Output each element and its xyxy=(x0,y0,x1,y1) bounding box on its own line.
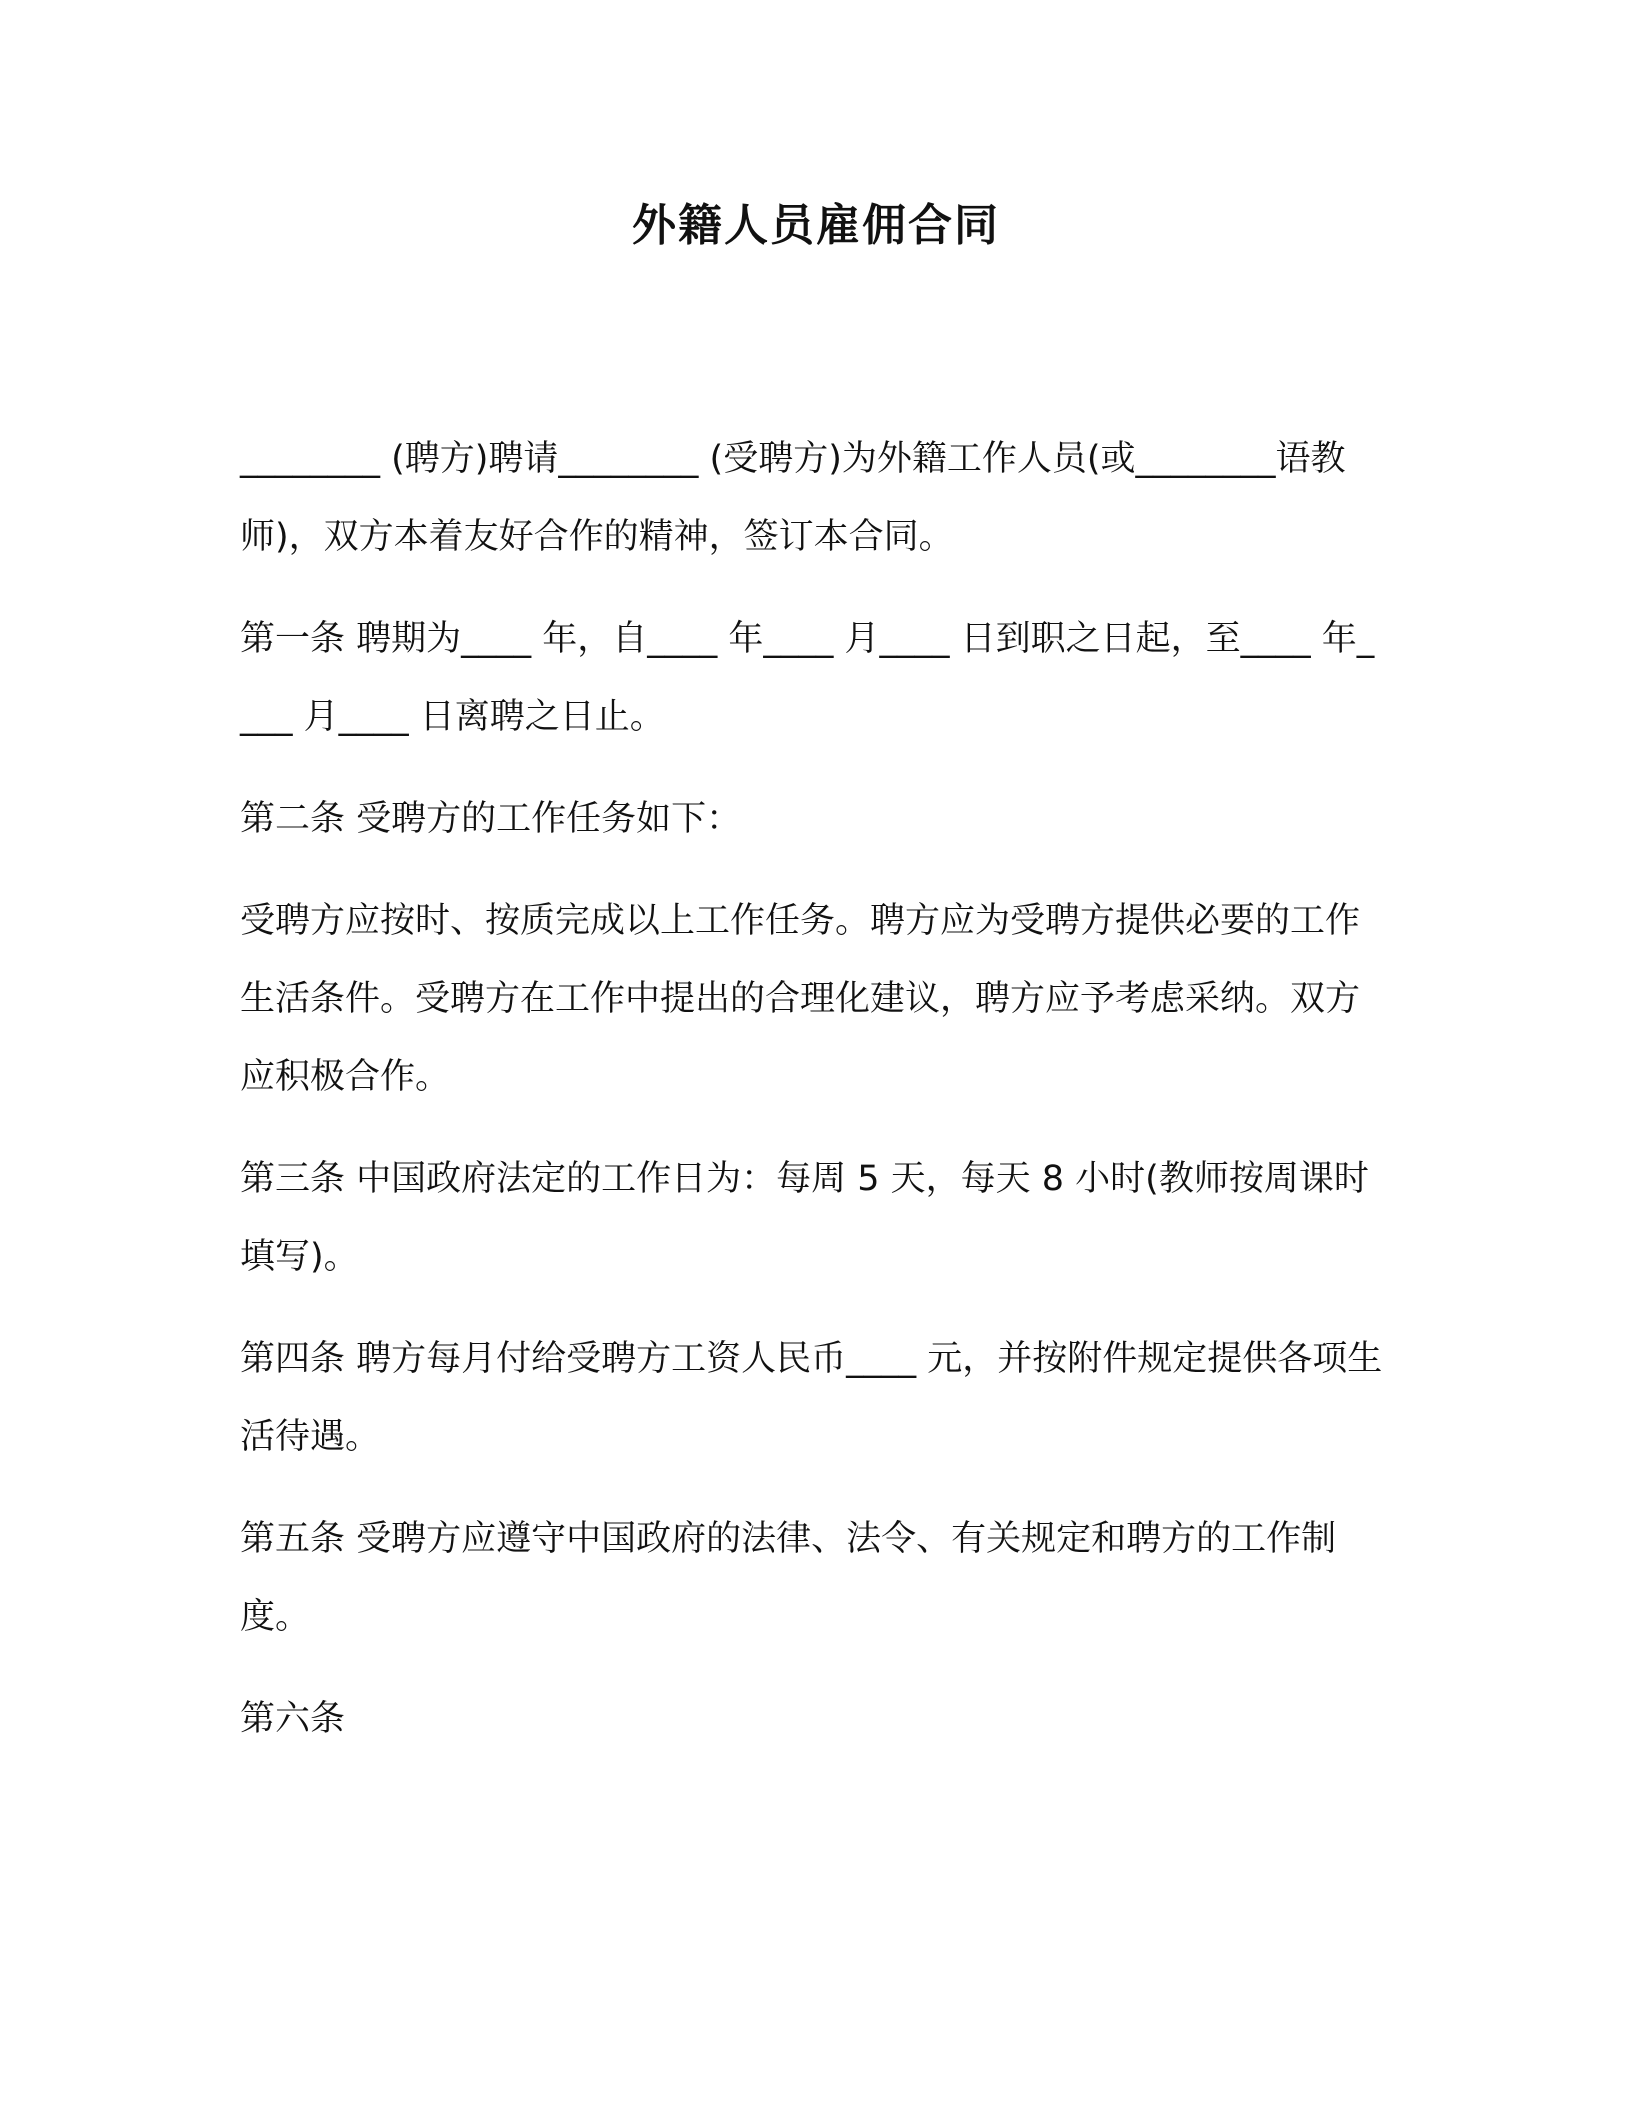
article-1: 第一条 聘期为____ 年，自____ 年____ 月____ 日到职之日起，至____ 年____ 月____ 日离聘之日止。 xyxy=(240,619,1375,737)
article-6: 第六条 xyxy=(240,1699,346,1739)
article-3: 第三条 中国政府法定的工作日为：每周 5 天，每天 8 小时(教师按周课时填写)。 xyxy=(240,1159,1369,1277)
article-2: 第二条 受聘方的工作任务如下： xyxy=(240,799,742,839)
article-5: 第五条 受聘方应遵守中国政府的法律、法令、有关规定和聘方的工作制度。 xyxy=(240,1519,1337,1637)
article-2-detail: 受聘方应按时、按质完成以上工作任务。聘方应为受聘方提供必要的工作生活条件。受聘方在工作中提出的合理化建议，聘方应予考虑采纳。双方应积极合作。 xyxy=(240,901,1361,1097)
article-4: 第四条 聘方每月付给受聘方工资人民币____ 元，并按附件规定提供各项生活待遇。 xyxy=(240,1339,1383,1457)
document-body xyxy=(240,420,1390,1782)
document-title: 外籍人员雇佣合同 xyxy=(632,200,1000,251)
intro-paragraph: ________ (聘方)聘请________ (受聘方)为外籍工作人员(或________语教师)，双方本着友好合作的精神，签订本合同。 xyxy=(240,439,1346,557)
